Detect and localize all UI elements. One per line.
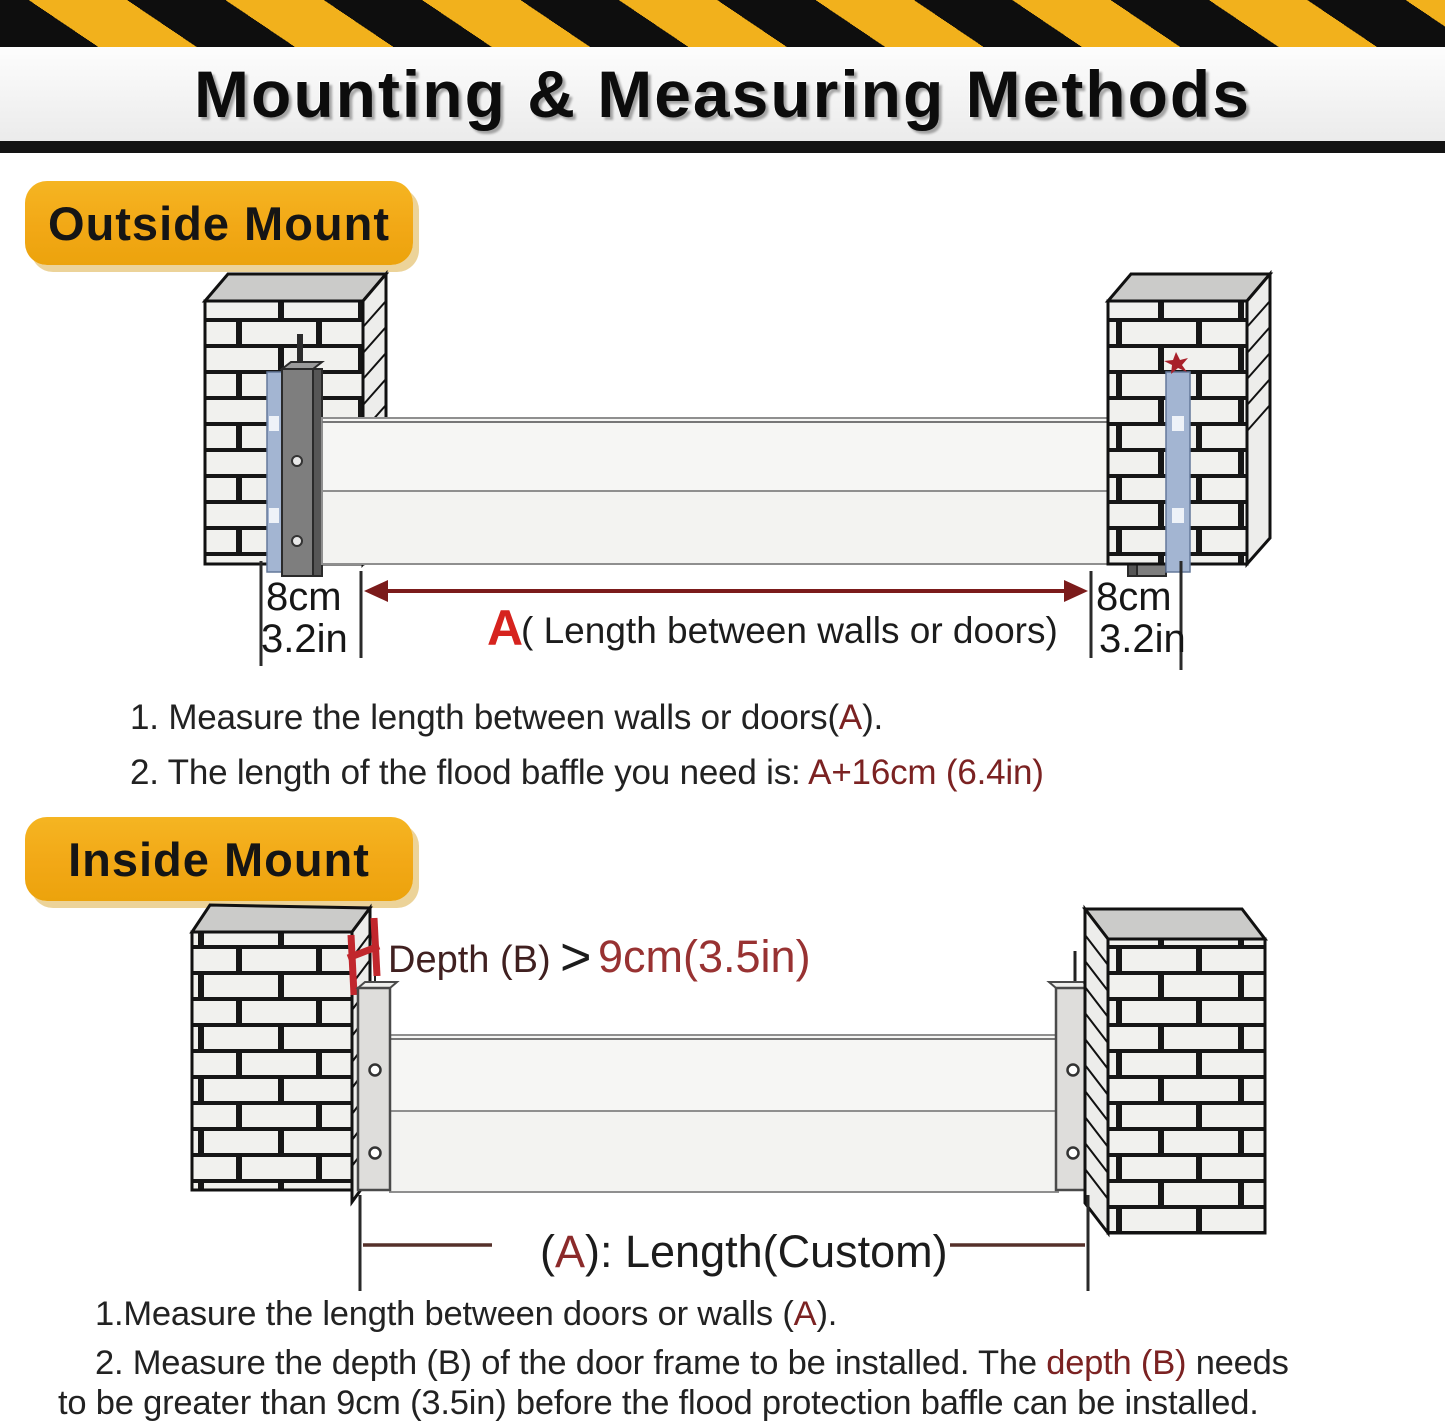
inside-step-2-line2: to be greater than 9cm (3.5in) before the flood protection baffle can be installed. (58, 1384, 1259, 1422)
right-offset-in: 3.2in (1099, 617, 1186, 661)
warning-stripes-banner (0, 0, 1445, 47)
screw-icon (292, 456, 302, 466)
right-brick-pillar (1085, 909, 1265, 1233)
screw-icon (292, 536, 302, 546)
header-title-band (0, 47, 1445, 141)
header-divider (0, 141, 1445, 153)
width-dimensions (261, 561, 1186, 670)
right-offset-cm: 8cm (1096, 575, 1172, 619)
outside-step-1: 1. Measure the length between walls or doors(A). (130, 698, 884, 737)
screw-icon (1068, 1065, 1079, 1076)
dimension-arrow (364, 580, 1088, 602)
length-label: (A): Length(Custom) (540, 1226, 948, 1277)
flood-barrier-panels (390, 1035, 1058, 1192)
left-channel-bracket (358, 982, 397, 1190)
inside-mount-badge: Inside Mount (25, 817, 413, 901)
depth-label (388, 927, 811, 987)
left-brick-pillar (192, 905, 370, 1202)
outside-mount-badge: Outside Mount (25, 181, 413, 265)
outside-mount-diagram (0, 268, 1445, 693)
span-label: ( Length between walls or doors) (521, 610, 1058, 651)
screw-icon (370, 1065, 381, 1076)
flood-barrier-panels (322, 418, 1128, 564)
inside-step-2: 2. Measure the depth (B) of the door frame to be installed. The depth (B) needs (95, 1344, 1289, 1382)
depth-value-text: 9cm(3.5in) (598, 931, 811, 982)
left-offset-in: 3.2in (261, 617, 348, 661)
outside-step-2: 2. The length of the flood baffle you need is: A+16cm (6.4in) (130, 753, 1044, 792)
left-seal-strip (267, 372, 282, 572)
page-title: Mounting & Measuring Methods (194, 57, 1251, 131)
screw-icon (1068, 1148, 1079, 1159)
greater-than-sign: > (560, 927, 592, 987)
depth-label-text: Depth (B) (388, 939, 551, 981)
span-letter-a: A (487, 600, 524, 656)
length-dimension (360, 1195, 1088, 1291)
right-seal-strip (1164, 352, 1190, 572)
left-offset-cm: 8cm (266, 575, 342, 619)
inside-step-1: 1.Measure the length between doors or walls (A). (95, 1295, 838, 1333)
inside-mount-diagram (0, 895, 1445, 1295)
screw-icon (370, 1148, 381, 1159)
